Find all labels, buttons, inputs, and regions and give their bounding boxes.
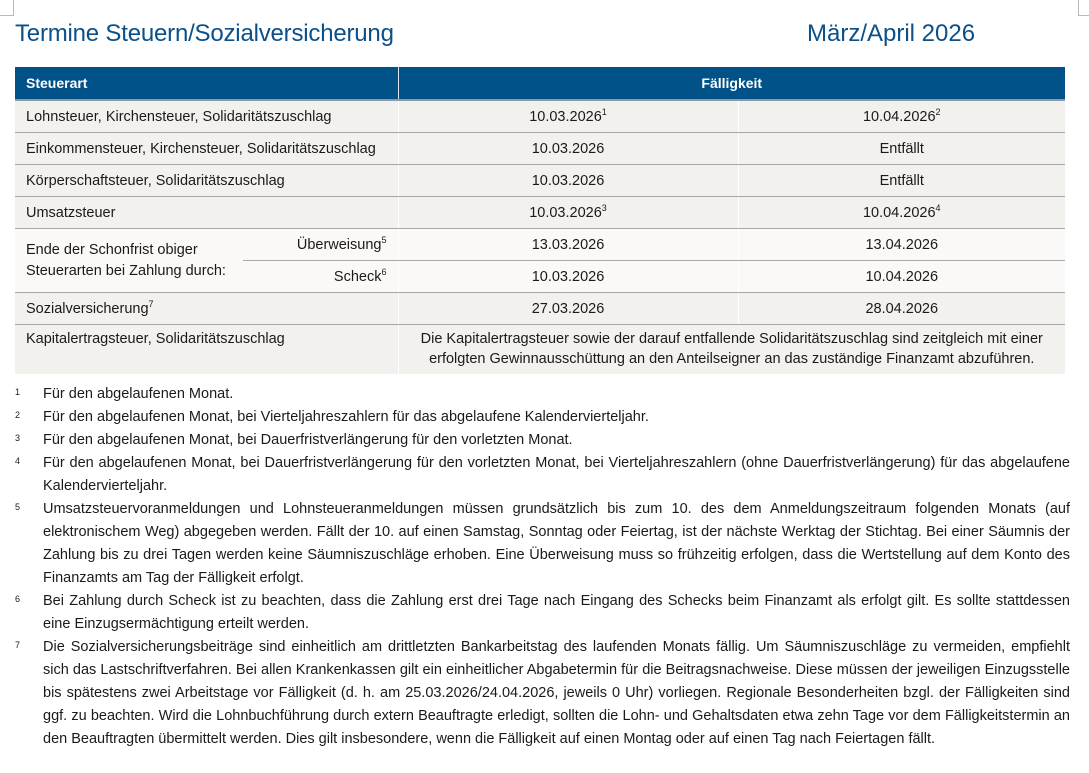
footnote-number: 2 xyxy=(15,410,21,420)
footnote-ref[interactable]: 2 xyxy=(935,106,941,117)
april-date-cell: 10.04.2026$^2$ xyxy=(738,100,1065,133)
march-date-cell: 10.03.2026 xyxy=(398,165,738,197)
footnote-item xyxy=(15,406,1070,429)
table-row-kapitalertragsteuer xyxy=(15,325,1065,375)
footnote-text: Für den abgelaufenen Monat, bei Dauerfristverlängerung für den vorletzten Monat, bei Vierteljahreszahlern (ohne Dauerfristverlängerung) für das abgelaufene Kalendervierteljahr. xyxy=(43,455,1070,494)
schonfrist-label-cell: Ende der Schonfrist obiger Steuerarten bei Zahlung durch: xyxy=(15,229,243,293)
tax-type-cell: Umsatzsteuer xyxy=(15,197,398,229)
table-row-sozialversicherung xyxy=(15,293,1065,325)
footnote-number: 1 xyxy=(15,387,21,397)
deadlines-table xyxy=(15,67,1065,374)
april-date-cell: Entfällt xyxy=(738,165,1065,197)
footnote-number: 3 xyxy=(15,433,21,443)
footnote-ref[interactable]: 6 xyxy=(381,266,387,277)
footnote-text: Bei Zahlung durch Scheck ist zu beachten, dass die Zahlung erst drei Tage nach Eingang des Schecks beim Finanzamt als erfolgt gilt. Es sollte stattdessen eine Einzugsermächtigung erteilt werden. xyxy=(43,593,1070,632)
footnote-item xyxy=(15,498,1070,590)
footnote-ref[interactable]: 4 xyxy=(935,202,941,213)
footnote-text: Die Sozialversicherungsbeiträge sind einheitlich am drittletzten Bankarbeitstag des laufenden Monats fällig. Um Säumniszuschläge zu vermeiden, empfiehlt sich das Lastschriftverfahren. Bei allen Krankenkassen gilt ein einheitlicher Abgabetermin für die Beitragsnachweise. Diese müssen der jeweiligen Einzugsstelle bis spätestens zwei Arbeitstage vor Fälligkeit (d. h. am 25.03.2026/24.04.2026, jeweils 0 Uhr) vorliegen. Regionale Besonderheiten bzgl. der Fälligkeiten sind ggf. zu beachten. Wird die Lohnbuchführung durch extern Beauftragte erledigt, sollten die Lohn- und Gehaltsdaten etwa zehn Tage vor dem Fälligkeitstermin an den Beauftragten übermittelt werden. Dies gilt insbesondere, wenn die Fälligkeit auf einen Montag oder auf einen Tag nach Feiertagen fällt. xyxy=(43,639,1070,747)
payment-method-cell: Scheck$^6$ xyxy=(243,261,398,293)
footnote-item xyxy=(15,452,1070,498)
footnote-text: Für den abgelaufenen Monat, bei Dauerfristverlängerung für den vorletzten Monat. xyxy=(43,432,573,448)
table-row xyxy=(15,165,1065,197)
footnote-ref[interactable]: 7 xyxy=(148,298,154,309)
footnote-text: Für den abgelaufenen Monat, bei Vierteljahreszahlern für das abgelaufene Kalendervierteljahr. xyxy=(43,409,649,425)
march-date-cell: 10.03.2026$^3$ xyxy=(398,197,738,229)
table-row xyxy=(15,133,1065,165)
footnote-number: 5 xyxy=(15,502,21,512)
march-date-cell: 13.03.2026 xyxy=(398,229,738,261)
footnote-item xyxy=(15,429,1070,452)
table-header-row xyxy=(15,67,1065,100)
footnote-number: 6 xyxy=(15,594,21,604)
april-date-cell: 13.04.2026 xyxy=(738,229,1065,261)
tax-type-cell: Körperschaftsteuer, Solidaritätszuschlag xyxy=(15,165,398,197)
footnote-ref[interactable]: 1 xyxy=(601,106,607,117)
tax-type-cell: Sozialversicherung$^7$ xyxy=(15,293,398,325)
footnote-ref[interactable]: 5 xyxy=(381,234,387,245)
kapital-note-cell: Die Kapitalertragsteuer sowie der darauf entfallende Solidaritätszuschlag sind zeitgleich mit einer erfolgten Gewinnausschüttung an den Anteilseigner an das zuständige Finanzamt abzuführen. xyxy=(398,325,1065,375)
april-date-cell: 28.04.2026 xyxy=(738,293,1065,325)
tax-type-cell: Einkommensteuer, Kirchensteuer, Solidaritätszuschlag xyxy=(15,133,398,165)
tax-type-cell: Lohnsteuer, Kirchensteuer, Solidaritätszuschlag xyxy=(15,100,398,133)
footnotes-section xyxy=(15,383,1070,751)
footnote-text: Für den abgelaufenen Monat. xyxy=(43,386,234,402)
footnote-item xyxy=(15,383,1070,406)
footnote-item xyxy=(15,636,1070,751)
table-row-schonfrist-ueberweisung xyxy=(15,229,1065,261)
table-row xyxy=(15,100,1065,133)
page-corner-mark-left xyxy=(0,0,14,16)
header-faelligkeit: Fälligkeit xyxy=(398,67,1065,100)
march-date-cell: 10.03.2026$^1$ xyxy=(398,100,738,133)
april-date-cell: 10.04.2026$^4$ xyxy=(738,197,1065,229)
table-row xyxy=(15,197,1065,229)
march-date-cell: 10.03.2026 xyxy=(398,133,738,165)
page-title: Termine Steuern/Sozialversicherung xyxy=(15,20,394,47)
april-date-cell: 10.04.2026 xyxy=(738,261,1065,293)
header-steuerart: Steuerart xyxy=(15,67,398,100)
footnote-item xyxy=(15,590,1070,636)
footnote-ref[interactable]: 3 xyxy=(601,202,607,213)
page-corner-mark-right xyxy=(1078,0,1089,16)
footnote-text: Umsatzsteuervoranmeldungen und Lohnsteueranmeldungen müssen grundsätzlich bis zum 10. des dem Anmeldungszeitraum folgenden Monats (auf elektronischem Weg) abgegeben werden. Fällt der 10. auf einen Samstag, Sonntag oder Feiertag, ist der nächste Werktag der Stichtag. Bei einer Säumnis der Zahlung bis zu drei Tagen werden keine Säumniszuschläge erhoben. Eine Überweisung muss so frühzeitig erfolgen, dass die Wertstellung auf dem Konto des Finanzamts am Tag der Fälligkeit erfolgt. xyxy=(43,501,1070,586)
period-heading: März/April 2026 xyxy=(807,20,976,47)
tax-type-cell: Kapitalertragsteuer, Solidaritätszuschlag xyxy=(15,325,398,375)
march-date-cell: 27.03.2026 xyxy=(398,293,738,325)
march-date-cell: 10.03.2026 xyxy=(398,261,738,293)
footnote-number: 4 xyxy=(15,456,21,466)
payment-method-cell: Überweisung$^5$ xyxy=(243,229,398,261)
footnote-number: 7 xyxy=(15,640,21,650)
april-date-cell: Entfällt xyxy=(738,133,1065,165)
